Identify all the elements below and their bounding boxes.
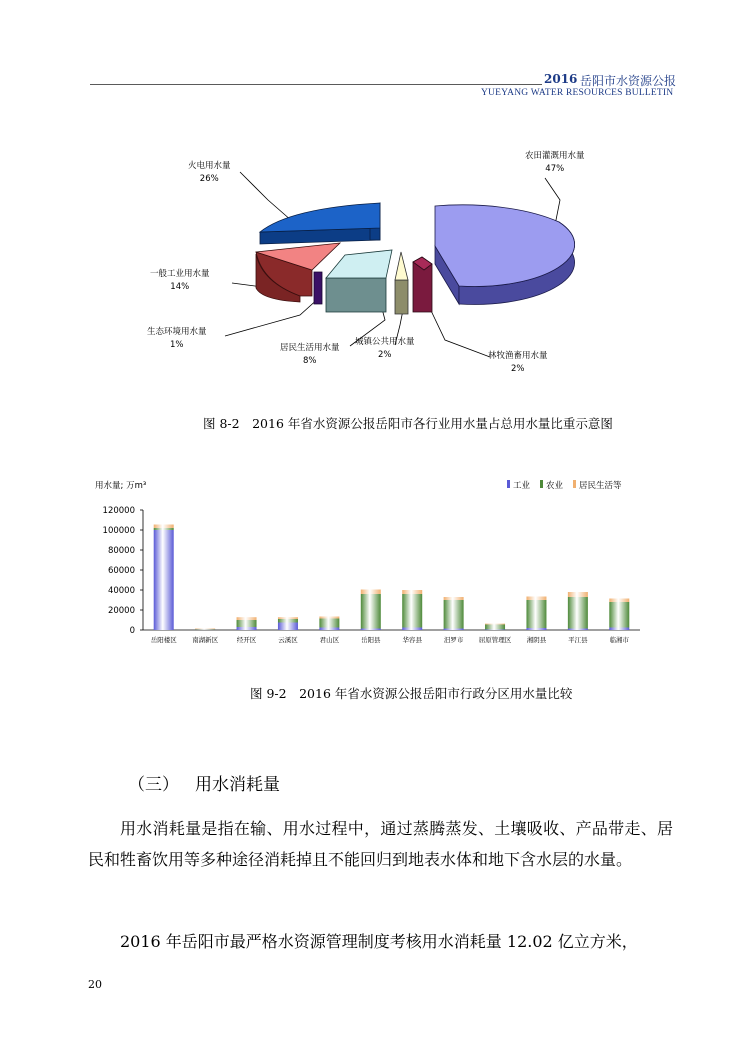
bar-y-tick-label: 40000 — [107, 586, 135, 596]
bar-x-label: 临湘市 — [609, 636, 630, 644]
pie-label-resident: 居民生活用水量 8% — [280, 343, 340, 366]
section-heading — [128, 770, 280, 795]
leader-eco — [225, 297, 320, 336]
pie-label-town: 城镇公共用水量 2% — [355, 337, 415, 360]
bar-1-2 — [195, 629, 215, 630]
bar-chart-ylabel: 用水量; 万m³ — [95, 481, 147, 491]
header-year: 2016 — [544, 72, 578, 86]
bar-10-2 — [568, 592, 588, 597]
bar-y-tick-label: 100000 — [102, 526, 135, 536]
page-number: 20 — [88, 978, 102, 991]
bar-y-tick-label: 80000 — [107, 546, 135, 556]
bar-x-label: 君山区 — [319, 636, 340, 644]
bar-chart-xlabels — [151, 635, 630, 644]
pie-slice-resident — [326, 250, 392, 312]
legend-swatch-0 — [507, 480, 510, 488]
bar-2-1 — [237, 620, 257, 627]
bar-x-label: 平江县 — [568, 636, 588, 644]
bar-9-0 — [526, 628, 546, 630]
bar-8-0 — [485, 630, 505, 631]
pie-slice-town — [395, 252, 408, 314]
header-subtitle: YUEYANG WATER RESOURCES BULLETIN — [481, 88, 674, 98]
bar-11-0 — [609, 628, 629, 631]
bar-y-tick-label: 20000 — [107, 606, 135, 616]
bar-y-tick-label: 120000 — [102, 506, 135, 516]
legend-swatch-1 — [540, 480, 543, 488]
bar-x-label: 汨罗市 — [443, 636, 464, 644]
bar-x-label: 云溪区 — [278, 636, 298, 644]
bar-1-1 — [195, 629, 215, 630]
bar-3-2 — [278, 617, 298, 619]
paragraph-1: 用水消耗量是指在输、用水过程中，通过蒸腾蒸发、土壤吸收、产品带走、居民和牲畜饮用等多种途径消耗掉且不能回归到地表水体和地下含水层的水量。 — [88, 819, 673, 869]
bar-3-0 — [278, 623, 298, 631]
legend-label-2: 居民生活等 — [579, 481, 622, 491]
pie-label-power: 火电用水量 26% — [188, 161, 231, 184]
section-heading-title: 用水消耗量 — [195, 775, 280, 795]
bar-4-0 — [319, 628, 339, 631]
bar-11-2 — [609, 599, 629, 603]
bar-5-0 — [361, 629, 381, 631]
bar-3-1 — [278, 619, 298, 623]
bar-9-1 — [526, 600, 546, 628]
bar-6-0 — [402, 628, 422, 631]
bar-2-2 — [237, 617, 257, 620]
bar-y-tick-label: 0 — [129, 626, 135, 636]
section-heading-num: （三） — [128, 775, 179, 795]
bar-7-1 — [444, 600, 464, 629]
bar-x-label: 湘阴县 — [526, 636, 547, 644]
bar-0-2 — [154, 525, 174, 529]
bar-x-label: 岳阳楼区 — [150, 636, 177, 644]
bar-7-0 — [444, 629, 464, 631]
bar-chart-caption: 图 9-2 2016 年省水资源公报岳阳市行政分区用水量比较 — [250, 686, 573, 701]
bar-6-2 — [402, 590, 422, 594]
bar-7-2 — [444, 597, 464, 600]
pie-chart-caption: 图 8-2 2016 年省水资源公报岳阳市各行业用水量占总用水量比重示意图 — [203, 416, 613, 431]
pie-slice-forest — [413, 257, 432, 312]
bar-5-2 — [361, 590, 381, 595]
bar-x-label: 岳阳县 — [361, 636, 381, 644]
bar-5-1 — [361, 594, 381, 629]
bar-0-1 — [154, 528, 174, 530]
leader-forest — [425, 298, 490, 357]
header-title: 岳阳市水资源公报 — [580, 74, 677, 88]
pie-label-eco: 生态环境用水量 1% — [147, 327, 207, 350]
bar-10-1 — [568, 597, 588, 629]
bar-chart-legend — [507, 480, 622, 491]
bar-chart — [0, 470, 750, 650]
bar-4-2 — [319, 617, 339, 619]
bar-x-label: 华容县 — [402, 636, 422, 644]
bar-x-label: 经开区 — [236, 636, 257, 644]
bar-0-0 — [154, 530, 174, 630]
paragraph-2: 2016 年岳阳市最严格水资源管理制度考核用水消耗量 12.02 亿立方米， — [120, 932, 638, 951]
bar-x-label: 南湖新区 — [192, 636, 219, 644]
bar-x-label: 屈原管理区 — [478, 636, 512, 644]
bar-y-tick-label: 60000 — [107, 566, 135, 576]
pie-slice-farm — [435, 205, 575, 305]
pie-label-industry: 一般工业用水量 14% — [150, 269, 210, 292]
bar-11-1 — [609, 602, 629, 628]
bar-8-2 — [485, 624, 505, 625]
pie-label-farm: 农田灌溉用水量 47% — [525, 151, 585, 174]
bar-chart-bars — [154, 525, 630, 631]
legend-swatch-2 — [573, 480, 576, 488]
bar-10-0 — [568, 629, 588, 631]
legend-label-1: 农业 — [546, 481, 564, 491]
legend-label-0: 工业 — [513, 481, 531, 491]
pie-slice-eco — [314, 272, 322, 304]
bar-2-0 — [237, 627, 257, 630]
bar-9-2 — [526, 597, 546, 601]
bar-8-1 — [485, 625, 505, 630]
pie-label-forest: 林牧渔畜用水量 2% — [488, 351, 548, 374]
bar-4-1 — [319, 619, 339, 628]
bar-6-1 — [402, 594, 422, 628]
